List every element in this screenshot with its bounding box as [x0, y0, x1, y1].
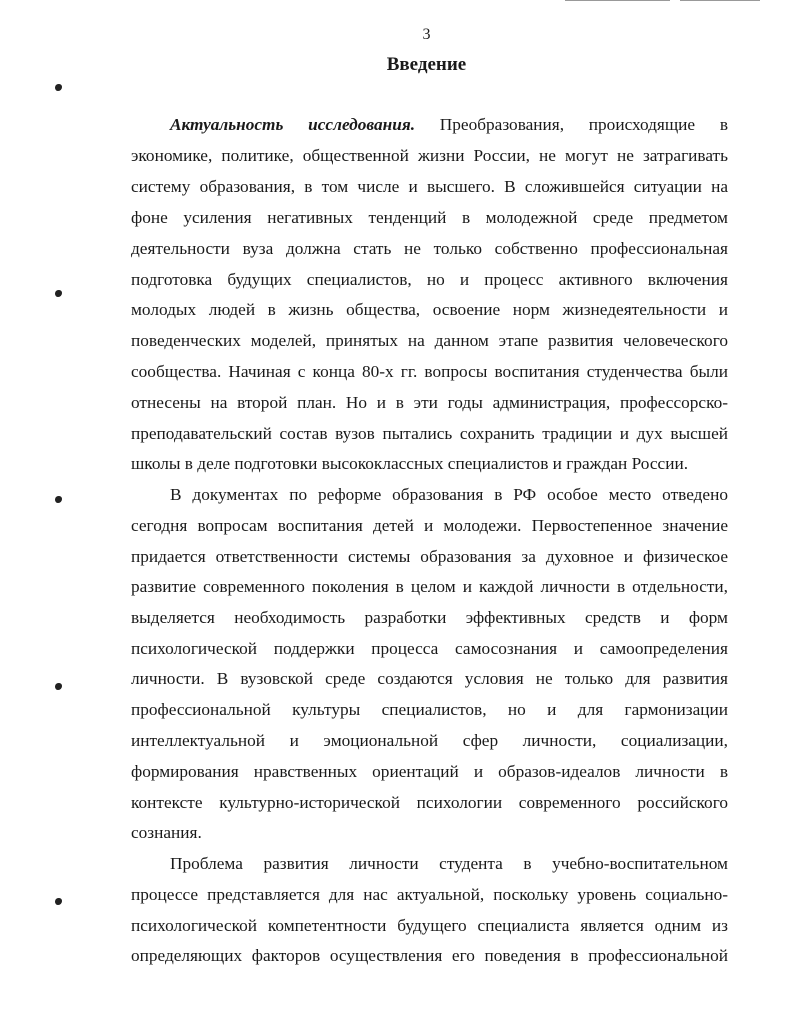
text-line: развитие современного поколения в целом и каждой личности в отдельности, — [131, 577, 728, 596]
paragraph-2-first-line: В документах по реформе образования в РФ особое место отведено — [170, 485, 728, 504]
scan-edge-line — [680, 0, 760, 1]
binding-hole-mark — [55, 290, 62, 297]
text-line: психологической поддержки процесса самосознания и самоопределения — [131, 639, 728, 658]
binding-hole-mark — [55, 898, 62, 905]
text-line: придается ответственности системы образования за духовное и физическое — [131, 547, 728, 566]
text-line: формирования нравственных ориентаций и образов-идеалов личности в — [131, 762, 728, 781]
text-line: сообщества. Начиная с конца 80-х гг. вопросы воспитания студенчества были — [131, 362, 728, 381]
binding-hole-mark — [55, 683, 62, 690]
text-line: экономике, политике, общественной жизни России, не могут не затрагивать — [131, 146, 728, 165]
text-line: деятельности вуза должна стать не только собственно профессиональная — [131, 239, 728, 258]
scan-edge-line — [565, 0, 670, 1]
text-line: отнесены на второй план. Но и в эти годы администрация, профессорско- — [131, 393, 728, 412]
text-line: процессе представляется для нас актуальной, поскольку уровень социально- — [131, 885, 728, 904]
text-line: сознания. — [131, 823, 202, 842]
text-line: личности. В вузовской среде создаются условия не только для развития — [131, 669, 728, 688]
section-title: Введение — [386, 54, 467, 75]
text-line: профессиональной культуры специалистов, но и для гармонизации — [131, 700, 728, 719]
text-line: сегодня вопросам воспитания детей и молодежи. Первостепенное значение — [131, 516, 728, 535]
text-line: преподавательский состав вузов пытались сохранить традиции и дух высшей — [131, 424, 728, 443]
text-line: интеллектуальной и эмоциональной сфер личности, социализации, — [131, 731, 728, 750]
paragraph-3-first-line: Проблема развития личности студента в учебно-воспитательном — [170, 854, 728, 873]
binding-hole-mark — [55, 496, 62, 503]
paragraph-1-first-line — [170, 114, 728, 136]
text-line: школы в деле подготовки высококлассных специалистов и граждан России. — [131, 454, 689, 473]
text-line: контексте культурно-исторической психологии современного российского — [131, 793, 728, 812]
text-line: подготовка будущих специалистов, но и процесс активного включения — [131, 270, 728, 289]
text-line: фоне усиления негативных тенденций в молодежной среде предметом — [131, 208, 728, 227]
text-line: психологической компетентности будущего специалиста является одним из — [131, 916, 728, 935]
paragraph-lead-heading: Актуальность исследования. — [170, 115, 416, 134]
text-line: молодых людей в жизнь общества, освоение норм жизнедеятельности и — [131, 300, 728, 319]
text-line: определяющих факторов осуществления его поведения в профессиональной — [131, 946, 728, 965]
binding-hole-mark — [55, 84, 62, 91]
text-line: Преобразования, происходящие в — [439, 115, 728, 134]
text-line: выделяется необходимость разработки эффективных средств и форм — [131, 608, 728, 627]
page-number: 3 — [422, 26, 431, 43]
text-line: систему образования, в том числе и высшего. В сложившейся ситуации на — [131, 177, 728, 196]
text-line: поведенческих моделей, принятых на данном этапе развития человеческого — [131, 331, 728, 350]
